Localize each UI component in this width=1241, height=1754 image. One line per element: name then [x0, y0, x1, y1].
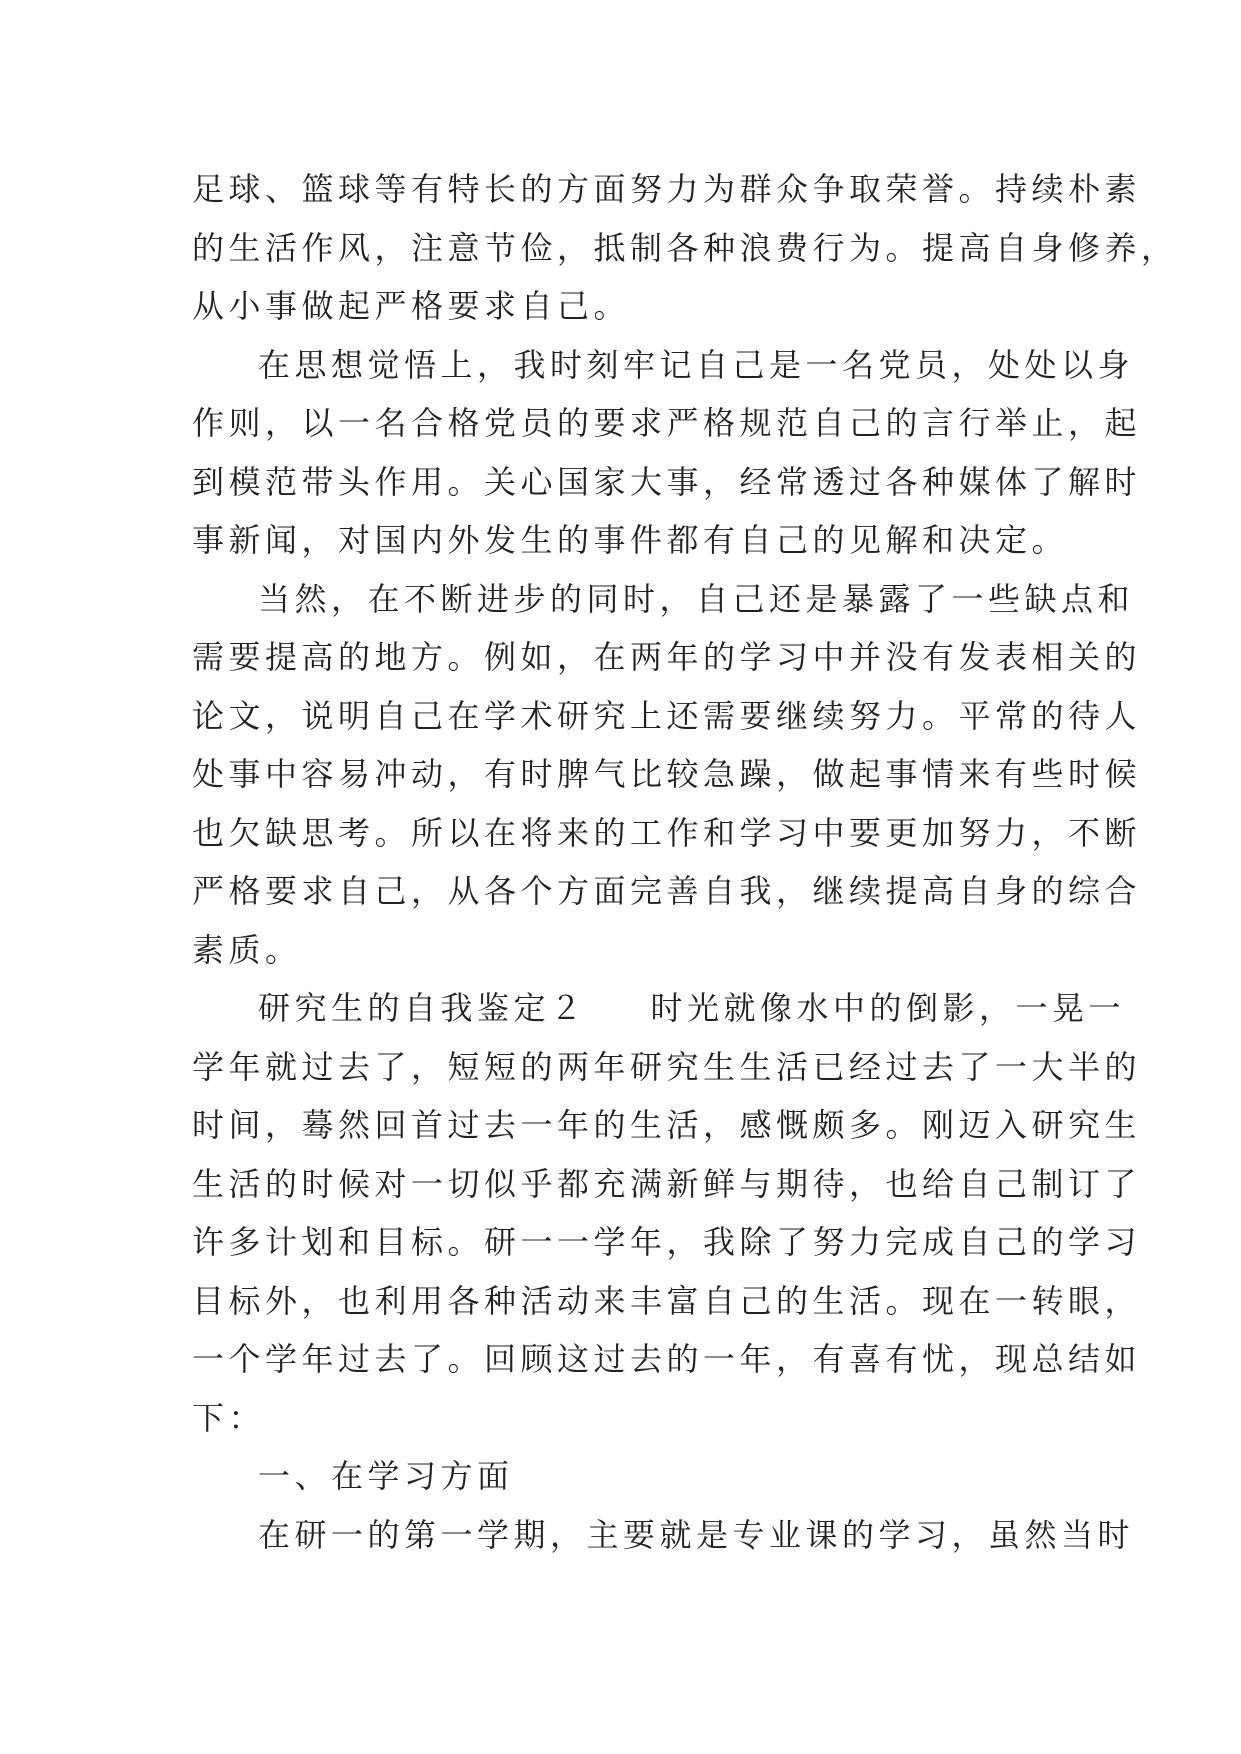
- text-line: 一个学年过去了。回顾这过去的一年，有喜有忧，现总结如: [192, 1340, 1142, 1378]
- text-line: 论文，说明自己在学术研究上还需要继续努力。平常的待人: [192, 696, 1142, 735]
- text-line: 在研一的第一学期，主要就是专业课的学习，虽然当时: [258, 1515, 1135, 1554]
- text-line: 的生活作风，注意节俭，抵制各种浪费行为。提高自身修养，: [192, 228, 1178, 267]
- text-line: 事新闻，对国内外发生的事件都有自己的见解和决定。: [192, 521, 1069, 559]
- text-line: 作则，以一名合格党员的要求严格规范自己的言行举止，起: [192, 404, 1142, 442]
- paragraph-self-assessment-2: [192, 979, 1142, 1447]
- document-body: [192, 160, 1178, 1564]
- text-line: [192, 979, 1126, 1038]
- section-title: 研究生的自我鉴定２: [258, 989, 587, 1027]
- text-line: 严格要求自己，从各个方面完善自我，继续提高自身的综合: [192, 872, 1142, 910]
- paragraph-ideology: [192, 336, 1142, 570]
- paragraph-lifestyle: [192, 160, 1178, 336]
- text-line: 下：: [192, 1398, 266, 1437]
- text-line: 需要提高的地方。例如，在两年的学习中并没有发表相关的: [192, 638, 1142, 676]
- text-line: 素质。: [192, 930, 302, 969]
- text-line: 当然，在不断进步的同时，自己还是暴露了一些缺点和: [258, 579, 1135, 618]
- text-line: 学年就过去了，短短的两年研究生生活已经过去了一大半的: [192, 1047, 1142, 1086]
- text-line: 时间，蓦然回首过去一年的生活，感慨颇多。刚迈入研究生: [192, 1106, 1142, 1144]
- text-line: 目标外，也利用各种活动来丰富自己的生活。现在一转眼，: [192, 1281, 1142, 1320]
- text-line: 在思想觉悟上，我时刻牢记自己是一名党员，处处以身: [258, 345, 1135, 384]
- text-line: 生活的时候对一切似乎都充满新鲜与期待，也给自己制订了: [192, 1164, 1142, 1203]
- text-line: 到模范带头作用。关心国家大事，经常透过各种媒体了解时: [192, 462, 1142, 501]
- section-heading-study: 一、在学习方面: [258, 1457, 514, 1495]
- text-span: 时光就像水中的倒影，一晃一: [650, 989, 1126, 1027]
- text-line: 许多计划和目标。研一一学年，我除了努力完成自己的学习: [192, 1223, 1142, 1261]
- text-line: 足球、篮球等有特长的方面努力为群众争取荣誉。持续朴素: [192, 170, 1142, 208]
- paragraph-shortcomings: [192, 570, 1142, 980]
- text-line: 从小事做起严格要求自己。: [192, 287, 631, 325]
- text-line: 处事中容易冲动，有时脾气比较急躁，做起事情来有些时候: [192, 755, 1142, 793]
- text-line: 也欠缺思考。所以在将来的工作和学习中要更加努力，不断: [192, 813, 1142, 852]
